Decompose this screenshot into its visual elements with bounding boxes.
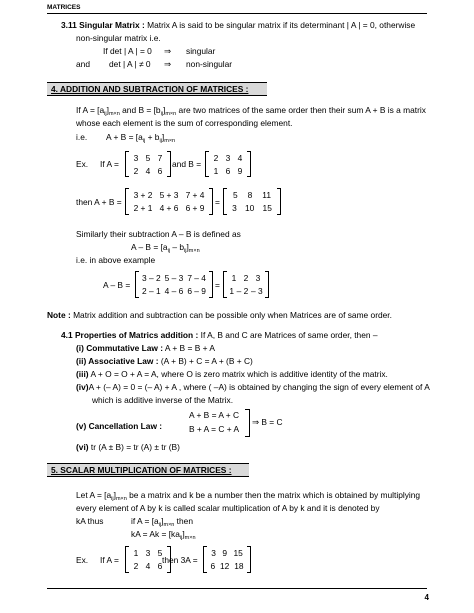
matrix-A xyxy=(125,151,171,177)
matrix-cell: 4 xyxy=(237,153,243,163)
l4-part: ] xyxy=(182,529,185,539)
cancel-row2: B + A = C + A xyxy=(189,424,240,434)
sec5-line1 xyxy=(76,491,420,503)
matrix-cell: 4 xyxy=(145,166,151,176)
prop-label: (ii) Associative Law : xyxy=(76,356,159,366)
prop-cancellation-label: (v) Cancellation Law : xyxy=(76,421,163,431)
matrix-cell: 10 xyxy=(245,203,255,213)
prop-text: (A + B) + C = A + (B + C) xyxy=(160,356,253,366)
sec5-line2: every element of A by k is called scalar multiplication of A by k and it is denoted by xyxy=(76,503,380,513)
section-311-text1: Matrix A is said to be singular matrix if its determinant | A | = 0, otherwise xyxy=(147,20,416,30)
prop-label: (iii) xyxy=(76,369,89,379)
matrix-B xyxy=(205,151,251,177)
prop-text: A + O = O + A = A, where O is zero matrix which is additive identity of the matrix. xyxy=(90,369,388,379)
equals-sign: = xyxy=(215,197,220,207)
matrix-cell: 5 xyxy=(145,153,151,163)
l4-sub: ij xyxy=(179,535,183,541)
prop-commutative xyxy=(76,344,215,352)
running-header: MATRICES xyxy=(47,4,81,11)
footer-rule xyxy=(47,588,427,589)
cond2-result: non-singular xyxy=(186,59,233,69)
cond2-lhs: det | A | ≠ 0 xyxy=(109,59,151,69)
matrix-cell: 5 xyxy=(157,548,163,558)
prop-label: (i) Commutative Law : xyxy=(76,343,164,353)
eq-part: ] xyxy=(161,132,165,142)
matrix-cell: 6 xyxy=(157,166,163,176)
matrix-cell: 3 xyxy=(133,153,139,163)
l1-part: ] xyxy=(113,490,116,500)
matrix-cell: 7 xyxy=(157,153,163,163)
cancel-bracket xyxy=(245,409,250,437)
prop-text: A + (– A) = 0 = (– A) + A , where ( –A) is obtained by changing the sign of every element of A xyxy=(88,382,430,392)
matrix-cell: 12 xyxy=(220,561,230,571)
section-311-heading: 3.11 Singular Matrix : xyxy=(61,20,145,30)
l3-part: ] xyxy=(161,516,164,526)
eq-part: ] xyxy=(186,242,189,252)
l3-part: then xyxy=(174,516,193,526)
matrix-cell: 3 xyxy=(225,153,231,163)
matrix-cell: 1 xyxy=(229,286,234,296)
sub-def xyxy=(131,243,200,255)
l3-sub: m×n xyxy=(163,522,175,528)
eq-sub: ij xyxy=(167,248,171,254)
section-4-title: 4. ADDITION AND SUBTRACTION OF MATRICES : xyxy=(51,84,249,94)
section-5-banner xyxy=(47,463,249,477)
intro-part: If A = [a xyxy=(76,105,105,115)
matrix-cell: 4 – 6 xyxy=(164,286,184,296)
matrix-cell: 6 xyxy=(225,166,231,176)
intro-sub: m×n xyxy=(165,111,177,117)
intro-part: ] xyxy=(163,105,166,115)
matrix-cell: 3 xyxy=(211,548,216,558)
sec41-heading: 4.1 Properties of Matrics addition : xyxy=(61,330,199,340)
matrix-cell: 15 xyxy=(233,548,243,558)
matrix-cell: 3 xyxy=(145,548,151,558)
l3-sub: ij xyxy=(158,522,162,528)
matrix-cell: 18 xyxy=(234,561,244,571)
eq-part: A – B = [a xyxy=(131,242,168,252)
matrix-cell: 1 xyxy=(231,273,237,283)
matrix-cell: 15 xyxy=(262,203,272,213)
eq-sub: m×n xyxy=(164,138,176,144)
matrix-cell: 2 xyxy=(133,561,139,571)
sec41-heading-text: If A, B and C are Matrices of same order, then – xyxy=(200,330,378,340)
matrix-diff-result xyxy=(223,271,269,298)
matrix-cell: 6 xyxy=(157,561,163,571)
note-label: Note : xyxy=(47,310,71,320)
sec5-line3b xyxy=(131,517,193,529)
prop-label: (vi) xyxy=(76,442,89,452)
eq-part: + b xyxy=(145,132,160,142)
cancel-result: ⇒ B = C xyxy=(252,417,283,427)
l1-sub: ij xyxy=(111,496,114,502)
ex-ifA: If A = xyxy=(100,159,119,169)
ex-label: Ex. xyxy=(76,159,89,169)
l4-sub: m×n xyxy=(184,535,196,541)
matrix-cell: 1 xyxy=(133,548,139,558)
sec5-ex-ifA: If A = xyxy=(100,555,119,565)
matrix-cell: 4 xyxy=(145,561,151,571)
note xyxy=(47,311,392,319)
sec4-sum-def xyxy=(106,133,175,145)
sec5-then3A: then 3A = xyxy=(162,555,198,565)
matrix-cell: 3 xyxy=(232,203,237,213)
sec5-matrix-3A xyxy=(203,546,251,573)
sec4-ie: i.e. xyxy=(76,132,88,142)
matrix-cell: 2 – 1 xyxy=(142,286,161,296)
matrix-cell: 2 xyxy=(213,153,219,163)
cond1-lhs: If det | A | = 0 xyxy=(103,46,152,56)
matrix-cell: 1 xyxy=(213,166,219,176)
matrix-cell: 7 – 4 xyxy=(187,273,206,283)
sub-text: Similarly their subtraction A – B is defined as xyxy=(76,229,241,239)
sec5-line3a: kA thus xyxy=(76,516,104,526)
cond1-result: singular xyxy=(186,46,216,56)
sec5-line4 xyxy=(131,530,196,542)
header-rule xyxy=(47,13,427,14)
prop-text: tr (A ± B) = tr (A) ± tr (B) xyxy=(90,442,180,452)
intro-sub: ij xyxy=(160,111,164,117)
note-text: Matrix addition and subtraction can be possible only when Matrices are of same order. xyxy=(73,310,392,320)
sec5-ex-label: Ex. xyxy=(76,555,89,565)
l1-part: be a matrix and k be a number then the matrix which is obtained by multiplying xyxy=(126,490,421,500)
section-311-line1 xyxy=(61,21,415,29)
sec4-intro2: whose each element is the sum of corresponding element. xyxy=(76,118,293,128)
eq-sub: ij xyxy=(142,138,146,144)
matrix-cell: – 3 xyxy=(251,286,263,296)
prop-identity xyxy=(76,370,388,378)
prop-inverse-cont: which is additive inverse of the Matrix. xyxy=(92,395,234,405)
equals-sign: = xyxy=(215,280,220,290)
matrix-cell: 9 xyxy=(237,166,243,176)
matrix-cell: 8 xyxy=(247,190,253,200)
prop-inverse xyxy=(76,383,430,391)
l1-sub: m×n xyxy=(115,496,127,502)
matrix-cell: 7 + 4 xyxy=(185,190,205,200)
section-311-text2: non-singular matrix i.e. xyxy=(76,33,161,43)
eq-part: – b xyxy=(170,242,184,252)
eq-sub: m×n xyxy=(188,248,200,254)
page-number: 4 xyxy=(424,593,429,602)
matrix-cell: 5 xyxy=(232,190,238,200)
ex-andB: and B = xyxy=(172,159,202,169)
cancel-row1: A + B = A + C xyxy=(189,410,240,420)
matrix-sum-result xyxy=(223,188,281,215)
cond1-arrow: ⇒ xyxy=(164,46,172,56)
cond2-and: and xyxy=(76,59,90,69)
intro-sub: m×n xyxy=(108,111,120,117)
section-5-title: 5. SCALAR MULTIPLICATION OF MATRICES : xyxy=(51,465,232,475)
sec4-intro1 xyxy=(76,106,426,118)
prop-label: (iv) xyxy=(76,382,89,392)
prop-associative xyxy=(76,357,253,365)
matrix-cell: 6 + 9 xyxy=(185,203,205,213)
intro-part: ] xyxy=(106,105,109,115)
matrix-cell: 2 + 1 xyxy=(133,203,153,213)
intro-part: and B = [b xyxy=(119,105,161,115)
matrix-cell: 6 – 9 xyxy=(187,286,206,296)
matrix-diff-expr xyxy=(135,271,213,298)
matrix-cell: 3 – 2 xyxy=(142,273,161,283)
matrix-cell: 3 + 2 xyxy=(133,190,153,200)
l3-part: if A = [a xyxy=(131,516,159,526)
matrix-cell: 2 xyxy=(133,166,139,176)
matrix-cell: 5 – 3 xyxy=(164,273,184,283)
diff-label: A – B = xyxy=(103,280,131,290)
matrix-cell: 6 xyxy=(210,561,216,571)
eq-sub: ij xyxy=(159,138,162,144)
then-label: then A + B = xyxy=(76,197,122,207)
eq-sub: ij xyxy=(184,248,187,254)
matrix-cell: 3 xyxy=(255,273,261,283)
matrix-cell: 5 + 3 xyxy=(159,190,179,200)
prop-text: A + B = B + A xyxy=(164,343,215,353)
matrix-cell: – 2 xyxy=(236,286,249,296)
matrix-cell: 4 + 6 xyxy=(159,203,179,213)
eq-part: A + B = [a xyxy=(106,132,143,142)
ie-example: i.e. in above example xyxy=(76,255,156,265)
matrix-cell: 11 xyxy=(262,190,271,200)
l1-part: Let A = [a xyxy=(76,490,112,500)
matrix-cell: 9 xyxy=(222,548,227,558)
intro-sub: ij xyxy=(104,111,107,117)
prop-trace xyxy=(76,443,180,451)
l4-part: kA = Ak = [ka xyxy=(131,529,180,539)
sec41-heading-line xyxy=(61,331,378,339)
section-4-banner xyxy=(47,82,267,96)
matrix-cell: 2 xyxy=(243,273,249,283)
matrix-sum-expr xyxy=(125,188,213,215)
intro-part: are two matrices of the same order then their sum A + B is a matrix xyxy=(176,105,426,115)
cond2-arrow: ⇒ xyxy=(164,59,172,69)
